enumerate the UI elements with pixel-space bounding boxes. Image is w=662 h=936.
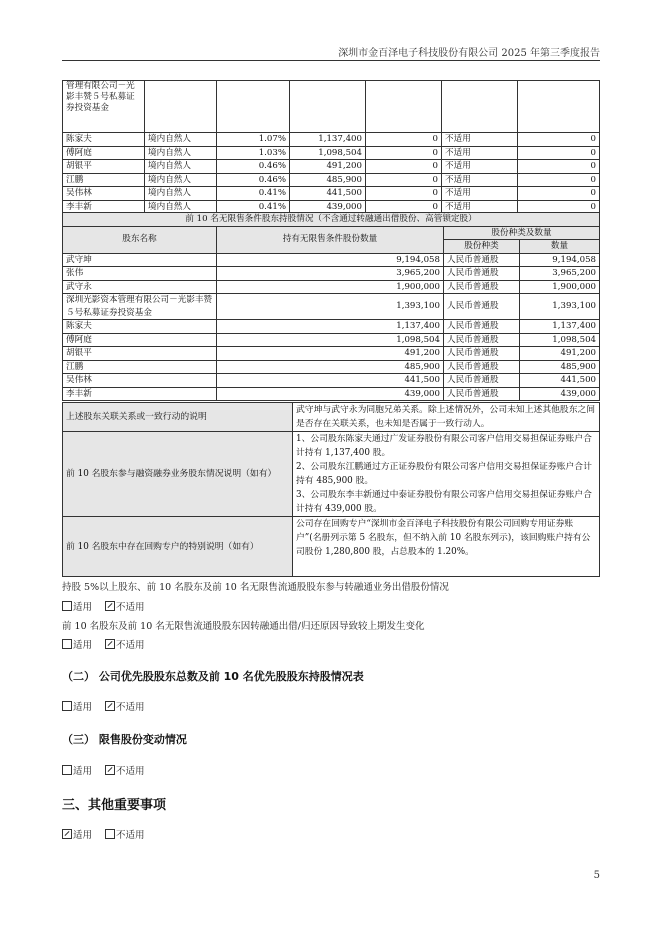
table-cell: 0 [366,187,442,201]
table-cell: 1,137,400 [217,320,444,334]
lending-options: 适用 不适用 [62,599,155,613]
table-cell: 439,000 [217,387,444,401]
table-cell: 1,098,504 [520,333,600,347]
table-cell: 人民币普通股 [444,374,520,388]
table-cell: 胡银平 [63,347,217,361]
table-cell: 0 [366,133,442,147]
table-cell: 武守坤 [63,253,217,267]
holder-name: 管理有限公司－光影丰赞５号私募证券投资基金 [63,81,145,133]
margin-item: 2、公司股东江鹏通过方正证券股份有限公司客户信用交易担保证券账户合计持有 485,900 股。 [296,462,592,486]
table-cell: 0 [518,187,600,201]
page-number: 5 [593,870,600,881]
table-row [63,173,600,187]
report-title: 深圳市金百泽电子科技股份有限公司 2025 年第三季度报告 [338,48,600,59]
table-cell: 人民币普通股 [444,294,520,320]
table-cell: 0.46% [217,173,290,187]
table-cell: 439,000 [290,200,366,214]
table-cell: 陈家夫 [63,320,217,334]
table-row [63,187,600,201]
table-row [63,387,600,401]
table-row [63,160,600,174]
table-cell: 3,965,200 [217,267,444,281]
checkbox-applicable[interactable] [62,601,72,611]
table-cell: 1.03% [217,146,290,160]
table-row [63,81,600,133]
change-text: 前 10 名股东及前 10 名无限售流通股股东因转融通出借/归还原因导致较上期发生变化 [62,621,425,632]
table-cell: 境内自然人 [145,146,217,160]
table-row [63,403,600,432]
table-cell: 0.46% [217,160,290,174]
table-cell: 李丰新 [63,387,217,401]
table-cell: 人民币普通股 [444,360,520,374]
table-row [63,253,600,267]
table-cell: 1,393,100 [520,294,600,320]
checkbox-not-applicable-checked[interactable] [105,639,115,649]
preferred-options: 适用 不适用 [62,699,155,713]
table-cell: 0 [518,200,600,214]
table-cell: 441,500 [290,187,366,201]
table-row [63,333,600,347]
table-cell: 人民币普通股 [444,253,520,267]
table-cell: 李丰新 [63,200,145,214]
table-row [63,280,600,294]
table-cell: 不适用 [442,160,518,174]
checkbox-applicable[interactable] [62,765,72,775]
table-cell: 491,200 [217,347,444,361]
table-cell: 1,137,400 [290,133,366,147]
related-label: 上述股东关联关系或一致行动的说明 [63,403,293,432]
buyback-text: 公司存在回购专户“深圳市金百泽电子科技股份有限公司回购专用证券账户”(名册列示第 5 名股东，但不纳入前 10 名股东列示)，该回购账户持有公司股份 1,280,800 股，占总股本的 1.20%。 [293,517,600,577]
table-cell: 3,965,200 [520,267,600,281]
other-options: 适用 不适用 [62,827,155,841]
checkbox-not-applicable-checked[interactable] [105,765,115,775]
table-row [63,432,600,517]
table-cell: 0 [518,146,600,160]
unrestricted-holders-body [63,253,600,401]
margin-item: 3、公司股东李丰新通过中泰证券股份有限公司客户信用交易担保证券账户合计持有 439,000 股。 [296,490,592,514]
unrestricted-holders-table [62,212,600,401]
table-cell: 0.41% [217,200,290,214]
table-cell: 境内自然人 [145,200,217,214]
lending-text: 持股 5%以上股东、前 10 名股东及前 10 名无限售流通股股东参与转融通业务出借股份情况 [62,582,449,593]
restricted-shares-heading: （三） 限售股份变动情况 [62,733,187,746]
table-cell: 441,500 [520,374,600,388]
table-cell: 491,200 [520,347,600,361]
table-cell: 人民币普通股 [444,280,520,294]
margin-label: 前 10 名股东参与融资融券业务股东情况说明（如有） [63,432,293,517]
table-cell: 不适用 [442,146,518,160]
col-header-name: 股东名称 [63,226,217,253]
checkbox-not-applicable-checked[interactable] [105,601,115,611]
table-cell: 江鹏 [63,173,145,187]
table-cell: 境内自然人 [145,160,217,174]
table-cell: 人民币普通股 [444,267,520,281]
table-cell: 485,900 [217,360,444,374]
table-cell: 傅阿庭 [63,146,145,160]
buyback-label: 前 10 名股东中存在回购专户的特别说明（如有） [63,517,293,577]
table-cell: 485,900 [290,173,366,187]
table-cell: 0 [518,160,600,174]
other-matters-heading: 三、其他重要事项 [62,798,167,813]
table-cell: 9,194,058 [520,253,600,267]
table-cell: 人民币普通股 [444,387,520,401]
table-title-row [63,213,600,227]
table-cell: 0 [366,200,442,214]
table-cell: 不适用 [442,173,518,187]
col-header-qty: 持有无限售条件股份数量 [217,226,444,253]
table-cell: 1.07% [217,133,290,147]
header-row [63,226,600,240]
table-row [63,360,600,374]
table-cell: 傅阿庭 [63,333,217,347]
table-cell: 陈家夫 [63,133,145,147]
table-cell: 吴伟林 [63,187,145,201]
table-cell: 485,900 [520,360,600,374]
checkbox-applicable[interactable] [62,639,72,649]
table-title: 前 10 名无限售条件股东持股情况（不含通过转融通出借股份、高管锁定股） [63,213,600,227]
checkbox-not-applicable-checked[interactable] [105,701,115,711]
table-cell: 9,194,058 [217,253,444,267]
table-cell: 武守永 [63,280,217,294]
restricted-options: 适用 不适用 [62,763,155,777]
table-cell: 441,500 [217,374,444,388]
table-cell: 0 [518,173,600,187]
checkbox-not-applicable[interactable] [105,829,115,839]
preferred-shares-heading: （二） 公司优先股股东总数及前 10 名优先股股东持股情况表 [62,670,364,683]
top-holders-body [63,133,600,214]
table-cell: 人民币普通股 [444,333,520,347]
table-row [63,320,600,334]
table-row [63,294,600,320]
table-cell: 1,900,000 [520,280,600,294]
table-cell: 人民币普通股 [444,320,520,334]
col-header-count: 数量 [520,240,600,254]
table-cell: 不适用 [442,187,518,201]
related-text: 武守坤与武守永为同胞兄弟关系。除上述情况外，公司未知上述其他股东之间是否存在关联关系，也未知是否属于一致行动人。 [293,403,600,432]
table-cell: 491,200 [290,160,366,174]
table-row [63,517,600,577]
table-row [63,347,600,361]
table-cell: 不适用 [442,133,518,147]
table-cell: 1,393,100 [217,294,444,320]
table-cell: 1,098,504 [290,146,366,160]
notes-table [62,402,600,577]
table-row [63,374,600,388]
table-cell: 1,098,504 [217,333,444,347]
table-cell: 境内自然人 [145,133,217,147]
table-row [63,146,600,160]
change-options: 适用 不适用 [62,637,155,651]
table-cell: 人民币普通股 [444,347,520,361]
table-cell: 境内自然人 [145,187,217,201]
margin-text [293,432,600,517]
table-cell: 深圳光影资本管理有限公司－光影丰赞５号私募证券投资基金 [63,294,217,320]
checkbox-applicable[interactable] [62,701,72,711]
table-cell: 吴伟林 [63,374,217,388]
col-header-type-group: 股份种类及数量 [444,226,600,240]
table-cell: 439,000 [520,387,600,401]
table-cell: 0.41% [217,187,290,201]
table-cell: 0 [366,146,442,160]
table-cell: 0 [518,133,600,147]
table-cell: 1,137,400 [520,320,600,334]
margin-item: 1、公司股东陈家夫通过广发证券股份有限公司客户信用交易担保证券账户合计持有 1,137,400 股。 [296,434,592,458]
table-row [63,267,600,281]
table-cell: 境内自然人 [145,173,217,187]
checkbox-applicable-checked[interactable] [62,829,72,839]
table-row [63,133,600,147]
table-cell: 不适用 [442,200,518,214]
table-cell: 0 [366,160,442,174]
table-cell: 胡银平 [63,160,145,174]
top-holders-table [62,80,600,214]
table-cell: 0 [366,173,442,187]
table-cell: 1,900,000 [217,280,444,294]
table-cell: 张伟 [63,267,217,281]
col-header-type: 股份种类 [444,240,520,254]
page-header [62,44,600,61]
table-cell: 江鹏 [63,360,217,374]
